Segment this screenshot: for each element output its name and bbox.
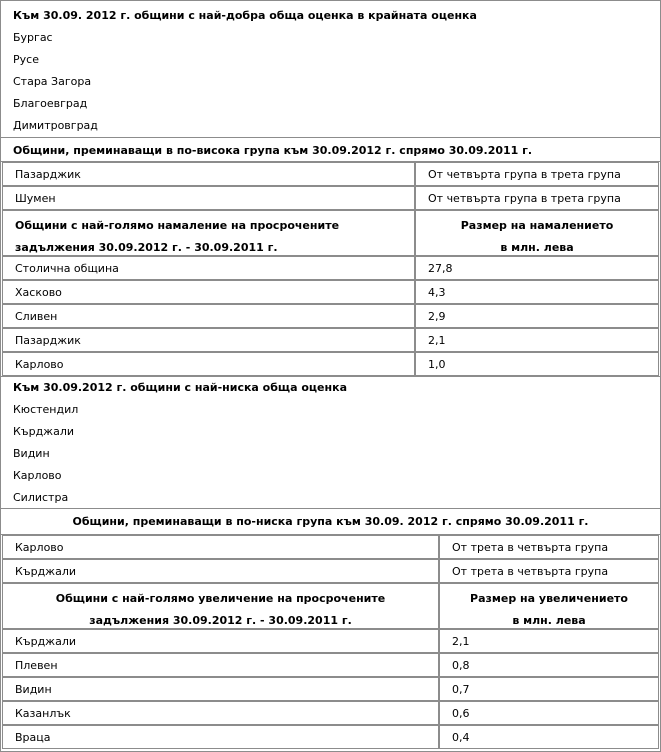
municipality-name: Столична община	[15, 262, 119, 275]
table-row	[415, 352, 659, 376]
increase-value: 0,7	[452, 683, 470, 696]
decrease-heading-left	[2, 210, 415, 256]
increase-value: 0,4	[452, 731, 470, 744]
column-header: задължения 30.09.2012 г. - 30.09.2011 г.	[89, 614, 352, 627]
table-row	[2, 677, 439, 701]
table-row	[415, 328, 659, 352]
list-item: Карлово	[13, 469, 62, 482]
list-item: Видин	[13, 447, 50, 460]
table-row	[2, 559, 439, 583]
table-row	[2, 328, 415, 352]
decrease-value: 4,3	[428, 286, 446, 299]
column-header: Общини с най-голямо увеличение на просрочените	[55, 592, 386, 605]
municipality-name: Карлово	[15, 358, 64, 371]
table-row	[415, 186, 659, 210]
table-row	[439, 629, 659, 653]
municipality-name: Видин	[15, 683, 52, 696]
decrease-value: 27,8	[428, 262, 453, 275]
section-heading: Общини, преминаващи в по-ниска група към 30.09. 2012 г. спрямо 30.09.2011 г.	[72, 515, 589, 528]
section-lowest-rating	[1, 376, 660, 509]
list-item: Силистра	[13, 491, 69, 504]
column-header: Размер на намалението	[460, 219, 614, 232]
table-row	[439, 535, 659, 559]
municipality-name: Пазарджик	[15, 168, 81, 181]
table-row	[415, 280, 659, 304]
list-item: Благоевград	[13, 97, 88, 110]
table-row	[2, 629, 439, 653]
increase-value: 0,6	[452, 707, 470, 720]
table-row	[2, 256, 415, 280]
municipality-name: Кърджали	[15, 635, 76, 648]
list-item: Димитровград	[13, 119, 98, 132]
municipality-name: Кърджали	[15, 565, 76, 578]
list-item: Стара Загора	[13, 75, 92, 88]
increase-value: 2,1	[452, 635, 470, 648]
municipality-name: Пазарджик	[15, 334, 81, 347]
table-row	[2, 280, 415, 304]
municipality-name: Хасково	[15, 286, 62, 299]
section-best-rating	[1, 1, 660, 138]
table-row	[2, 304, 415, 328]
group-change: От трета в четвърта група	[452, 565, 609, 578]
table-row	[2, 186, 415, 210]
decrease-value: 2,1	[428, 334, 446, 347]
table-row	[439, 725, 659, 749]
municipality-name: Враца	[15, 731, 51, 744]
list-item: Кюстендил	[13, 403, 79, 416]
table-row	[415, 304, 659, 328]
municipality-name: Сливен	[15, 310, 58, 323]
table-row	[439, 701, 659, 725]
column-header: Общини с най-голямо намаление на просрочените	[15, 219, 340, 232]
section-heading: Към 30.09.2012 г. общини с най-ниска обща оценка	[13, 381, 347, 394]
column-header: в млн. лева	[500, 241, 574, 254]
increase-heading-right	[439, 583, 659, 629]
group-change: От трета в четвърта група	[452, 541, 609, 554]
table-row	[415, 256, 659, 280]
list-item: Бургас	[13, 31, 53, 44]
table-row	[2, 701, 439, 725]
increase-value: 0,8	[452, 659, 470, 672]
table-row	[2, 653, 439, 677]
decrease-value: 2,9	[428, 310, 446, 323]
list-item: Русе	[13, 53, 39, 66]
table-row	[2, 162, 415, 186]
group-change: От четвърта група в трета група	[428, 168, 621, 181]
column-header: Размер на увеличението	[470, 592, 628, 605]
section-heading: Общини, преминаващи в по-висока група към 30.09.2012 г. спрямо 30.09.2011 г.	[13, 144, 533, 157]
section-heading: Към 30.09. 2012 г. общини с най-добра обща оценка в крайната оценка	[13, 9, 477, 22]
table-row	[439, 677, 659, 701]
table-row	[2, 352, 415, 376]
table-row	[415, 162, 659, 186]
municipality-name: Шумен	[15, 192, 56, 205]
table-row	[439, 559, 659, 583]
list-item: Кърджали	[13, 425, 74, 438]
column-header: в млн. лева	[512, 614, 586, 627]
group-change: От четвърта група в трета група	[428, 192, 621, 205]
section-lower-group-heading	[1, 508, 660, 535]
column-header: задължения 30.09.2012 г. - 30.09.2011 г.	[15, 241, 278, 254]
decrease-heading-right	[415, 210, 659, 256]
municipality-name: Казанлък	[15, 707, 71, 720]
table-row	[2, 725, 439, 749]
decrease-value: 1,0	[428, 358, 446, 371]
municipality-name: Плевен	[15, 659, 58, 672]
table-row	[439, 653, 659, 677]
section-higher-group-heading	[1, 137, 660, 162]
table-row	[2, 535, 439, 559]
municipality-name: Карлово	[15, 541, 64, 554]
increase-heading-left	[2, 583, 439, 629]
